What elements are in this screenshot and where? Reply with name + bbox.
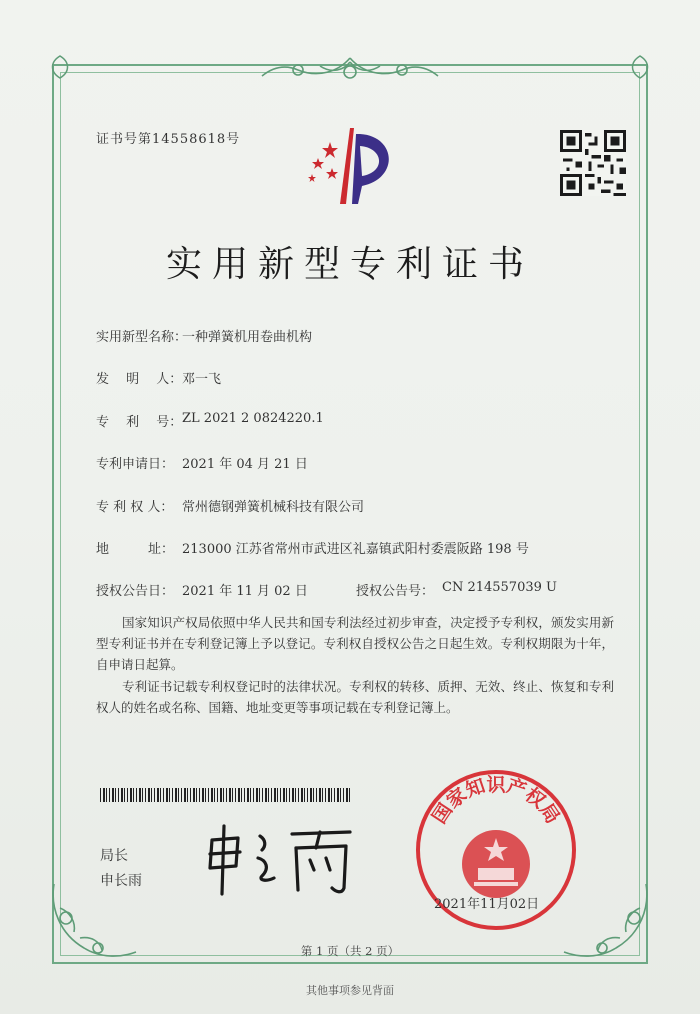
top-ornament-icon <box>258 52 442 86</box>
grant-date-label: 授权公告日： <box>96 584 175 599</box>
patentee-label: 专 利 权 人： <box>96 500 174 515</box>
grant-date-value: 2021 年 11 月 02 日 <box>182 584 308 599</box>
utility-model-name-label: 实用新型名称： <box>96 330 188 345</box>
barcode <box>100 788 350 802</box>
utility-model-name-value: 一种弹簧机用卷曲机构 <box>182 330 313 345</box>
corner-ornament-icon <box>40 52 80 92</box>
grant-statement-paragraph: 国家知识产权局依照中华人民共和国专利法经过初步审查，决定授予专利权，颁发实用新型专利证书并在专利登记簿上予以登记。专利权自授权公告之日起生效。专利权期限为十年，自申请日起算。 <box>96 615 614 672</box>
seal-text: 国家知识产权局 <box>428 773 564 828</box>
grant-number-label: 授权公告号： <box>356 584 435 599</box>
address-label: 地 址： <box>96 542 175 557</box>
filing-date-value: 2021 年 04 月 21 日 <box>182 457 308 472</box>
certificate-title: 实用新型专利证书 <box>165 244 534 285</box>
page-indicator: 第 1 页（共 2 页） <box>300 944 400 958</box>
filing-date-label: 专利申请日： <box>96 457 175 472</box>
inventor-label: 发 明 人： <box>96 372 183 387</box>
svg-text:国家知识产权局 <box>428 773 564 828</box>
grant-number-value: CN 214557039 U <box>442 580 557 595</box>
cnipa-logo-icon <box>300 124 406 208</box>
seal-date: 2021年11月02日 <box>434 897 540 912</box>
director-title: 局长 <box>100 848 128 864</box>
address-value: 213000 江苏省常州市武进区礼嘉镇武阳村委震阪路 198 号 <box>182 542 529 557</box>
certificate-number: 证书号第14558618号 <box>96 132 241 147</box>
qr-code-icon <box>560 130 626 196</box>
inventor-value: 邓一飞 <box>182 372 222 387</box>
back-note: 其他事项参见背面 <box>306 984 394 997</box>
director-signature <box>200 818 360 898</box>
corner-ornament-icon <box>620 52 660 92</box>
legal-status-paragraph: 专利证书记载专利权登记时的法律状况。专利权的转移、质押、无效、终止、恢复和专利权人的姓名或名称、国籍、地址变更等事项记载在专利登记簿上。 <box>96 679 614 715</box>
director-name: 申长雨 <box>100 873 142 889</box>
patent-number-label: 专 利 号： <box>96 415 183 430</box>
patentee-value: 常州德钢弹簧机械科技有限公司 <box>182 500 365 515</box>
patent-number-value: ZL 2021 2 0824220.1 <box>182 411 324 426</box>
